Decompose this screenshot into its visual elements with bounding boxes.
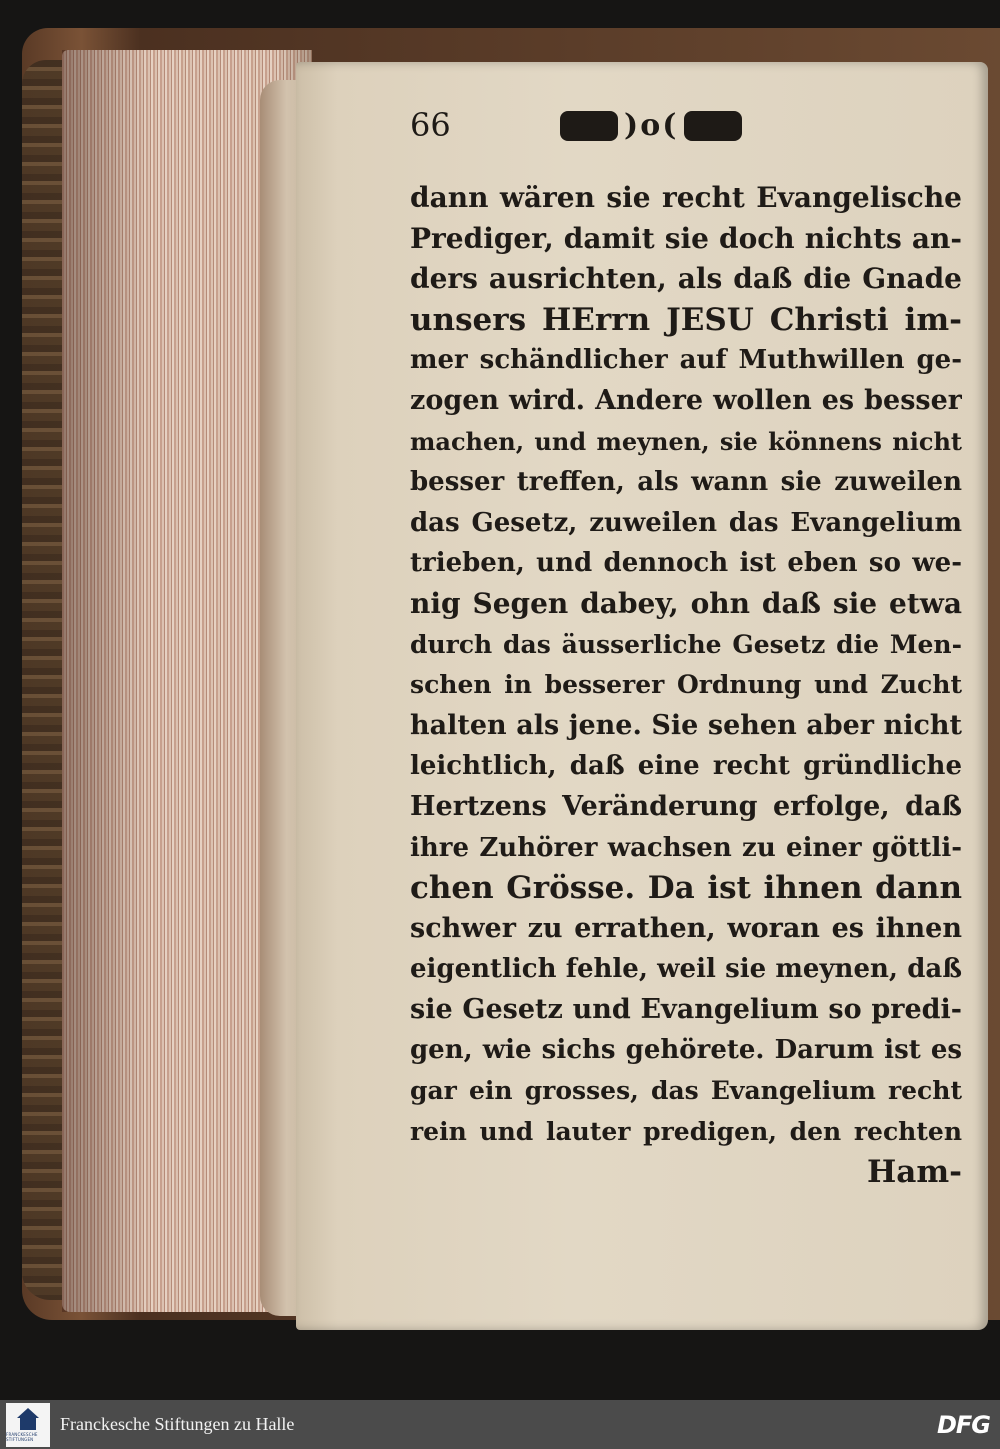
- header-ornament: [560, 107, 742, 144]
- text-line: dann wären sie recht Evangelische: [410, 181, 962, 214]
- text-line: mer schändlicher auf Muthwillen ge-: [410, 345, 962, 376]
- ornament-right-icon: [684, 111, 742, 141]
- page-text: [410, 178, 962, 1193]
- text-line: nig Segen dabey, ohn daß sie etwa: [410, 586, 962, 620]
- viewer-footer: [0, 1400, 1000, 1449]
- dfg-logo-icon[interactable]: DFG: [936, 1410, 990, 1439]
- text-line: schen in besserer Ordnung und Zucht: [410, 670, 962, 700]
- text-line: durch das äusserliche Gesetz die Men-: [410, 629, 962, 659]
- text-line: gar ein grosses, das Evangelium recht: [410, 1076, 962, 1106]
- page-number: 66: [410, 106, 451, 144]
- logo-roof: [17, 1408, 39, 1418]
- text-line: chen Grösse. Da ist ihnen dann: [410, 870, 962, 907]
- text-line: leichtlich, daß eine recht gründliche: [410, 751, 962, 782]
- page-header: [410, 100, 790, 150]
- ornament-center: )o(: [624, 108, 679, 144]
- text-line: trieben, und dennoch ist eben so we-: [410, 548, 962, 579]
- text-line: zogen wird. Andere wollen es besser: [410, 384, 962, 416]
- text-line: eigentlich fehle, weil sie meynen, daß: [410, 954, 962, 985]
- text-line: Hertzens Veränderung erfolge, daß: [410, 790, 962, 822]
- logo-house: [20, 1418, 36, 1430]
- ornament-left-icon: [560, 111, 618, 141]
- text-line: besser treffen, als wann sie zuweilen: [410, 467, 962, 498]
- text-line: unsers HErrn JESU Christi im-: [410, 301, 962, 338]
- text-line: schwer zu errathen, woran es ihnen: [410, 912, 962, 944]
- franckesche-stiftungen-logo-icon[interactable]: [6, 1403, 50, 1447]
- text-line: Prediger, damit sie doch nichts an-: [410, 221, 962, 255]
- catchword: Ham-: [866, 1154, 962, 1191]
- text-line: sie Gesetz und Evangelium so predi-: [410, 993, 962, 1025]
- text-line: halten als jene. Sie sehen aber nicht: [410, 709, 962, 741]
- text-line: gen, wie sichs gehörete. Darum ist es: [410, 1035, 962, 1066]
- text-line: rein und lauter predigen, den rechten: [410, 1116, 962, 1146]
- text-line: das Gesetz, zuweilen das Evangelium: [410, 507, 962, 538]
- logo-text: FRANCKESCHE STIFTUNGEN: [6, 1431, 38, 1442]
- text-line: machen, und meynen, sie könnens nicht: [410, 426, 962, 456]
- text-line: ihre Zuhörer wachsen zu einer göttli-: [410, 832, 962, 863]
- text-line: ders ausrichten, als daß die Gnade: [410, 262, 962, 296]
- institution-name[interactable]: Franckesche Stiftungen zu Halle: [60, 1414, 295, 1434]
